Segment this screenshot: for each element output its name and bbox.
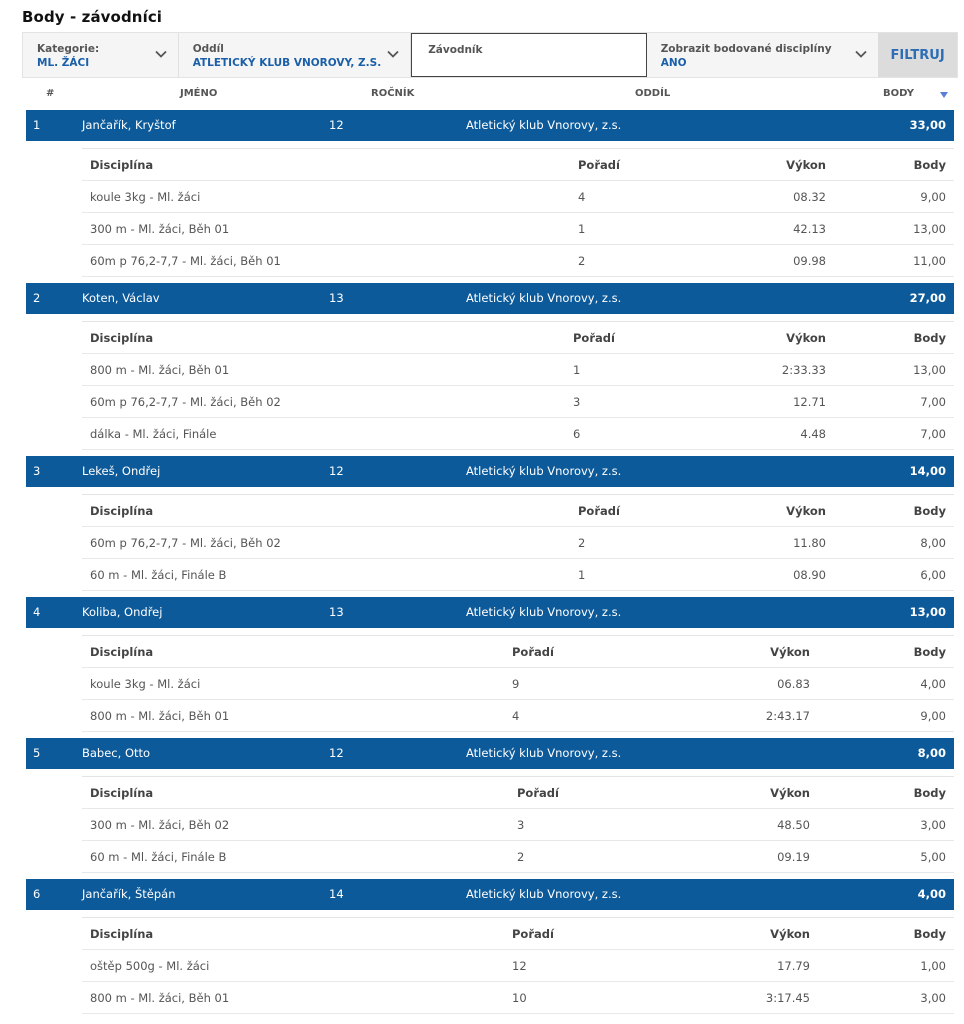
filtruj-button[interactable]: FILTRUJ xyxy=(878,33,957,77)
results-header-row xyxy=(82,777,954,809)
oddil-label: Oddíl xyxy=(192,43,224,55)
result-order: 1 xyxy=(573,363,581,377)
athlete-club: Atletický klub Vnorovy, z.s. xyxy=(466,605,622,619)
results-header-row xyxy=(82,149,954,181)
result-discipline: 60m p 76,2-7,7 - Ml. žáci, Běh 02 xyxy=(90,536,281,550)
result-performance: 09.98 xyxy=(793,254,826,268)
athlete-name: Lekeš, Ondřej xyxy=(82,464,161,478)
chevron-down-icon xyxy=(386,47,400,61)
result-points: 8,00 xyxy=(920,536,946,550)
zavodnik-input[interactable] xyxy=(411,33,647,77)
col-discipline: Disciplína xyxy=(90,927,154,941)
result-performance: 2:33.33 xyxy=(781,363,826,377)
athlete-club: Atletický klub Vnorovy, z.s. xyxy=(466,118,622,132)
col-performance: Výkon xyxy=(786,504,826,518)
col-order: Pořadí xyxy=(578,158,620,172)
result-order: 6 xyxy=(573,427,581,441)
col-discipline: Disciplína xyxy=(90,331,154,345)
result-row xyxy=(82,181,954,213)
athlete-year: 12 xyxy=(329,464,344,478)
athlete-club: Atletický klub Vnorovy, z.s. xyxy=(466,291,622,305)
result-order: 3 xyxy=(517,818,525,832)
col-performance: Výkon xyxy=(786,158,826,172)
col-performance: Výkon xyxy=(770,645,810,659)
result-points: 6,00 xyxy=(920,568,946,582)
result-discipline: dálka - Ml. žáci, Finále xyxy=(90,427,217,441)
col-performance: Výkon xyxy=(786,331,826,345)
result-points: 7,00 xyxy=(920,427,946,441)
result-discipline: koule 3kg - Ml. žáci xyxy=(90,190,201,204)
col-performance: Výkon xyxy=(770,786,810,800)
result-discipline: koule 3kg - Ml. žáci xyxy=(90,677,201,691)
athlete-rank: 1 xyxy=(33,118,41,132)
col-order: Pořadí xyxy=(517,786,559,800)
result-discipline: 60 m - Ml. žáci, Finále B xyxy=(90,850,227,864)
result-discipline: 60m p 76,2-7,7 - Ml. žáci, Běh 01 xyxy=(90,254,281,268)
result-performance: 4.48 xyxy=(800,427,826,441)
result-performance: 17.79 xyxy=(777,959,810,973)
athlete-year: 14 xyxy=(329,887,344,901)
result-points: 11,00 xyxy=(913,254,946,268)
athlete-points: 27,00 xyxy=(909,291,946,305)
result-row xyxy=(82,245,954,277)
athlete-name: Koliba, Ondřej xyxy=(82,605,163,619)
result-points: 3,00 xyxy=(920,818,946,832)
col-order: Pořadí xyxy=(578,504,620,518)
header-name[interactable]: JMÉNO xyxy=(180,88,218,99)
header-rank[interactable]: # xyxy=(46,88,55,99)
results-list xyxy=(26,110,954,1020)
result-performance: 11.80 xyxy=(793,536,826,550)
col-points: Body xyxy=(913,331,946,345)
result-points: 3,00 xyxy=(920,991,946,1005)
athlete-club: Atletický klub Vnorovy, z.s. xyxy=(466,464,622,478)
result-performance: 3:17.45 xyxy=(765,991,810,1005)
page-title: Body - závodníci xyxy=(22,8,163,26)
athlete-results-table xyxy=(82,635,954,732)
result-performance: 09.19 xyxy=(777,850,810,864)
results-header-row xyxy=(82,636,954,668)
result-row xyxy=(82,386,954,418)
result-order: 4 xyxy=(578,190,586,204)
athlete-points: 33,00 xyxy=(909,118,946,132)
result-order: 1 xyxy=(578,568,586,582)
athlete-rank: 3 xyxy=(33,464,41,478)
result-performance: 08.32 xyxy=(793,190,826,204)
athlete-year: 12 xyxy=(329,118,344,132)
athlete-row[interactable] xyxy=(26,110,954,141)
header-year[interactable]: ROČNÍK xyxy=(371,88,415,99)
result-order: 9 xyxy=(512,677,520,691)
athlete-rank: 2 xyxy=(33,291,41,305)
athlete-name: Koten, Václav xyxy=(82,291,160,305)
kategorie-value: ML. ŽÁCI xyxy=(37,57,90,69)
athlete-rank: 6 xyxy=(33,887,41,901)
col-performance: Výkon xyxy=(770,927,810,941)
result-points: 9,00 xyxy=(920,709,946,723)
athlete-row[interactable] xyxy=(26,879,954,910)
kategorie-select[interactable] xyxy=(23,33,179,77)
result-order: 10 xyxy=(512,991,527,1005)
zobrazit-label: Zobrazit bodované disciplíny xyxy=(660,43,832,55)
result-points: 1,00 xyxy=(920,959,946,973)
result-performance: 2:43.17 xyxy=(765,709,810,723)
result-discipline: oštěp 500g - Ml. žáci xyxy=(90,959,210,973)
result-row xyxy=(82,559,954,591)
col-points: Body xyxy=(913,645,946,659)
result-discipline: 60 m - Ml. žáci, Finále B xyxy=(90,568,227,582)
sort-desc-icon[interactable] xyxy=(940,92,948,99)
results-header-row xyxy=(82,495,954,527)
result-discipline: 800 m - Ml. žáci, Běh 01 xyxy=(90,363,230,377)
athlete-results-table xyxy=(82,494,954,591)
result-points: 4,00 xyxy=(920,677,946,691)
col-discipline: Disciplína xyxy=(90,158,154,172)
table-header xyxy=(26,84,954,106)
result-row xyxy=(82,982,954,1014)
result-performance: 06.83 xyxy=(777,677,810,691)
athlete-row[interactable] xyxy=(26,597,954,628)
result-performance: 42.13 xyxy=(793,222,826,236)
result-row xyxy=(82,841,954,873)
results-header-row xyxy=(82,918,954,950)
athlete-points: 8,00 xyxy=(917,746,946,760)
kategorie-label: Kategorie: xyxy=(37,43,100,55)
athlete-points: 4,00 xyxy=(917,887,946,901)
result-row xyxy=(82,418,954,450)
result-row xyxy=(82,700,954,732)
result-discipline: 300 m - Ml. žáci, Běh 01 xyxy=(90,222,230,236)
col-points: Body xyxy=(913,158,946,172)
result-row xyxy=(82,354,954,386)
athlete-results-table xyxy=(82,148,954,277)
athlete-name: Babec, Otto xyxy=(82,746,151,760)
result-performance: 48.50 xyxy=(777,818,810,832)
result-order: 12 xyxy=(512,959,527,973)
col-discipline: Disciplína xyxy=(90,645,154,659)
result-row xyxy=(82,527,954,559)
zobrazit-select[interactable] xyxy=(647,33,879,77)
athlete-club: Atletický klub Vnorovy, z.s. xyxy=(466,887,622,901)
result-order: 2 xyxy=(578,536,586,550)
chevron-down-icon xyxy=(854,47,868,61)
col-points: Body xyxy=(913,504,946,518)
result-order: 2 xyxy=(578,254,586,268)
oddil-select[interactable] xyxy=(179,33,412,77)
athlete-results-table xyxy=(82,776,954,873)
filter-bar xyxy=(22,32,958,78)
athlete-points: 14,00 xyxy=(909,464,946,478)
result-points: 13,00 xyxy=(913,222,946,236)
header-club[interactable]: ODDÍL xyxy=(635,88,671,99)
result-discipline: 300 m - Ml. žáci, Běh 02 xyxy=(90,818,230,832)
athlete-results-table xyxy=(82,917,954,1014)
athlete-row[interactable] xyxy=(26,456,954,487)
athlete-row[interactable] xyxy=(26,283,954,314)
col-discipline: Disciplína xyxy=(90,786,154,800)
athlete-rank: 4 xyxy=(33,605,41,619)
result-order: 3 xyxy=(573,395,581,409)
athlete-name: Jančařík, Kryštof xyxy=(82,118,176,132)
athlete-results-table xyxy=(82,321,954,450)
athlete-club: Atletický klub Vnorovy, z.s. xyxy=(466,746,622,760)
col-discipline: Disciplína xyxy=(90,504,154,518)
header-points[interactable]: BODY xyxy=(883,88,914,99)
result-row xyxy=(82,950,954,982)
athlete-rank: 5 xyxy=(33,746,41,760)
result-row xyxy=(82,668,954,700)
zobrazit-value: ANO xyxy=(660,57,687,69)
athlete-row[interactable] xyxy=(26,738,954,769)
col-order: Pořadí xyxy=(512,645,554,659)
result-points: 9,00 xyxy=(920,190,946,204)
result-points: 13,00 xyxy=(913,363,946,377)
result-order: 4 xyxy=(512,709,520,723)
col-order: Pořadí xyxy=(573,331,615,345)
result-performance: 08.90 xyxy=(793,568,826,582)
col-order: Pořadí xyxy=(512,927,554,941)
result-discipline: 800 m - Ml. žáci, Běh 01 xyxy=(90,991,230,1005)
result-points: 7,00 xyxy=(920,395,946,409)
result-discipline: 800 m - Ml. žáci, Běh 01 xyxy=(90,709,230,723)
zavodnik-label: Závodník xyxy=(428,44,483,56)
result-row xyxy=(82,213,954,245)
col-points: Body xyxy=(913,927,946,941)
result-points: 5,00 xyxy=(920,850,946,864)
result-row xyxy=(82,809,954,841)
athlete-year: 13 xyxy=(329,605,344,619)
result-order: 2 xyxy=(517,850,525,864)
chevron-down-icon xyxy=(154,47,168,61)
athlete-year: 13 xyxy=(329,291,344,305)
athlete-name: Jančařík, Štěpán xyxy=(82,887,176,901)
result-performance: 12.71 xyxy=(793,395,826,409)
col-points: Body xyxy=(913,786,946,800)
oddil-value: ATLETICKÝ KLUB VNOROVY, Z.S. xyxy=(192,57,382,69)
result-discipline: 60m p 76,2-7,7 - Ml. žáci, Běh 02 xyxy=(90,395,281,409)
result-order: 1 xyxy=(578,222,586,236)
athlete-year: 12 xyxy=(329,746,344,760)
results-header-row xyxy=(82,322,954,354)
athlete-points: 13,00 xyxy=(909,605,946,619)
